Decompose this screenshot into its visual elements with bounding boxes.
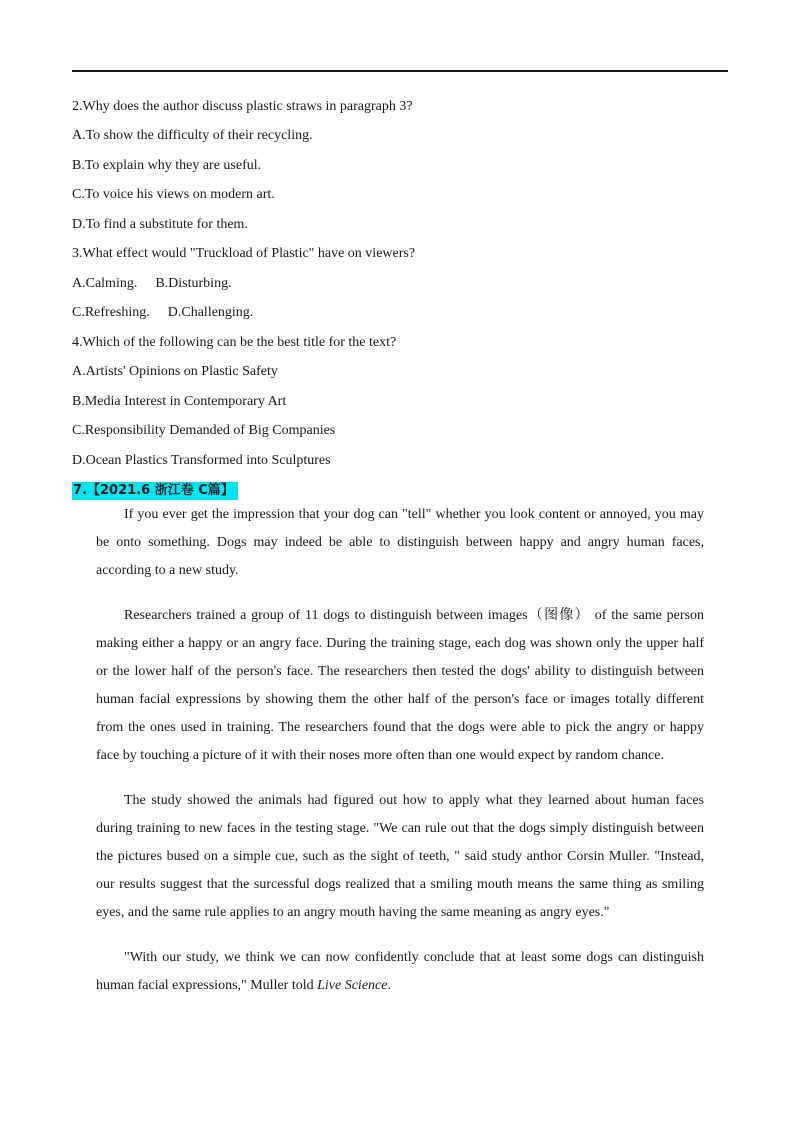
- question-3-option-b: B.Disturbing.: [155, 276, 232, 291]
- paragraph-4-source: Live Science: [317, 978, 388, 993]
- question-3-option-d: D.Challenging.: [167, 305, 254, 320]
- question-2-option-d: D.To find a substitute for them.: [72, 217, 248, 232]
- question-3-option-a: A.Calming.: [72, 276, 138, 291]
- paragraph-4-end: .: [387, 978, 391, 993]
- question-3-stem: 3.What effect would "Truckload of Plastic" have on viewers?: [72, 246, 416, 261]
- question-2-option-b: B.To explain why they are useful.: [72, 158, 262, 173]
- question-2-option-a: A.To show the difficulty of their recycling.: [72, 128, 313, 143]
- question-4-option-d: D.Ocean Plastics Transformed into Sculptures: [72, 453, 331, 468]
- question-2-stem: 2.Why does the author discuss plastic straws in paragraph 3?: [72, 99, 413, 114]
- passage-paragraph-2: Researchers trained a group of 11 dogs to distinguish between images（图像） of the same person making either a happy or an angry face. During the training stage, each dog was shown only the upper half or the lower half of the person's face. The researchers then tested the dogs' ability to distinguish between human facial expressions by showing them the other half of the person's face or images totally different from the ones used in training. The researchers found that the dogs were able to pick the angry or happy face by touching a picture of it with their noses more often than one would expect by random chance.: [96, 608, 704, 763]
- question-4-stem: 4.Which of the following can be the best title for the text?: [72, 335, 397, 350]
- question-3-options-row-2: [72, 305, 253, 321]
- paragraph-4-text: "With our study, we think we can now confidently conclude that at least some dogs can distinguish human facial expressions," Muller told: [96, 950, 704, 993]
- question-4-option-a: A.Artists' Opinions on Plastic Safety: [72, 364, 278, 379]
- section-heading: 7.【2021.6 浙江卷 C篇】: [72, 482, 238, 500]
- question-4-option-c: C.Responsibility Demanded of Big Companies: [72, 423, 336, 438]
- header-rule: [72, 70, 728, 72]
- question-3-option-c: C.Refreshing.: [72, 305, 150, 320]
- question-4-option-b: B.Media Interest in Contemporary Art: [72, 394, 287, 409]
- passage-paragraph-3: The study showed the animals had figured out how to apply what they learned about human faces during training to new faces in the testing stage. "We can rule out that the dogs simply distinguish between the pictures bused on a simple cue, such as the sight of teeth, " said study anthor Corsin Muller. "Instead, our results suggest that the surcessful dogs realized that a smiling mouth means the same thing as smiling eyes, and the same rule applies to an angry mouth having the same meaning as angry eyes.": [96, 793, 704, 920]
- passage-paragraph-1: If you ever get the impression that your dog can "tell" whether you look content or annoyed, you may be onto something. Dogs may indeed be able to distinguish between happy and angry human faces, according to a new study.: [96, 507, 704, 578]
- passage-paragraph-4: [96, 944, 704, 1000]
- question-3-options-row-1: [72, 276, 232, 292]
- question-2-option-c: C.To voice his views on modern art.: [72, 187, 275, 202]
